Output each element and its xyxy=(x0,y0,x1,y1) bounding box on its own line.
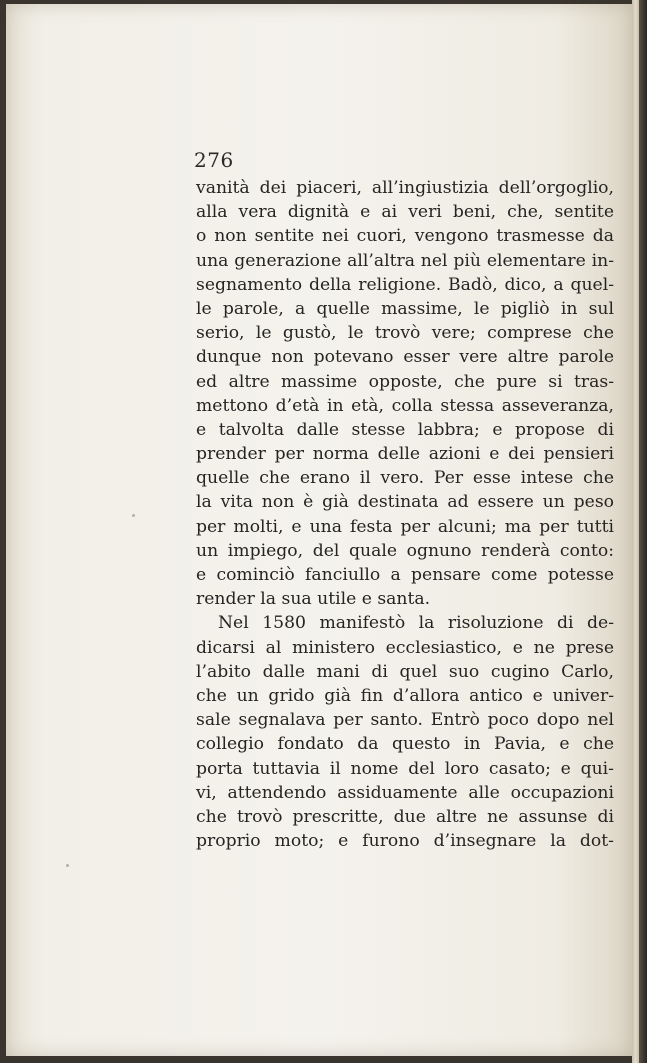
text-line: che trovò prescritte, due altre ne assunse di xyxy=(196,806,614,827)
paper-page xyxy=(6,4,632,1056)
text-line: le parole, a quelle massime, le pigliò in sul xyxy=(196,298,614,319)
text-line: collegio fondato da questo in Pavia, e che xyxy=(196,734,614,755)
text-line: serio, le gustò, le trovò vere; comprese che xyxy=(196,323,614,344)
text-line: ed altre massime opposte, che pure si tras- xyxy=(196,371,614,392)
text-line: che un grido già fin d’allora antico e univer- xyxy=(196,685,614,706)
text-line: l’abito dalle mani di quel suo cugino Carlo, xyxy=(196,661,614,682)
text-line: prender per norma delle azioni e dei pensieri xyxy=(196,444,614,465)
text-line: dicarsi al ministero ecclesiastico, e ne prese xyxy=(196,637,614,658)
text-line: porta tuttavia il nome del loro casato; e qui- xyxy=(196,758,614,779)
paper-speck xyxy=(132,514,135,517)
text-line: vanità dei piaceri, all’ingiustizia dell’orgoglio, xyxy=(196,178,614,198)
text-line: proprio moto; e furono d’insegnare la dot- xyxy=(196,831,614,852)
text-line: alla vera dignità e ai veri beni, che, sentite xyxy=(196,202,614,223)
page-number: 276 xyxy=(194,148,234,172)
text-line: o non sentite nei cuori, vengono trasmesse da xyxy=(196,226,614,247)
text-line: vi, attendendo assiduamente alle occupazioni xyxy=(196,782,614,803)
paper-speck xyxy=(66,864,69,867)
text-line: segnamento della religione. Badò, dico, a quel- xyxy=(196,274,614,295)
text-line: render la sua utile e santa. xyxy=(196,589,431,610)
book-binding xyxy=(639,0,647,1063)
text-line: sale segnalava per santo. Entrò poco dopo nel xyxy=(196,710,614,731)
text-line: per molti, e una festa per alcuni; ma per tutti xyxy=(196,516,614,537)
text-line: Nel 1580 manifestò la risoluzione di de- xyxy=(218,613,614,634)
text-line: dunque non potevano esser vere altre parole xyxy=(196,347,614,368)
text-line: mettono d’età in età, colla stessa asseveranza, xyxy=(196,395,614,416)
text-line: la vita non è già destinata ad essere un peso xyxy=(196,492,614,513)
text-line: un impiego, del quale ognuno renderà conto: xyxy=(196,540,614,561)
text-line: una generazione all’altra nel più elementare in- xyxy=(196,250,614,271)
body-text xyxy=(196,176,614,853)
text-line: e talvolta dalle stesse labbra; e propose di xyxy=(196,419,614,440)
text-line: e cominciò fanciullo a pensare come potesse xyxy=(196,565,614,585)
text-line: quelle che erano il vero. Per esse intese che xyxy=(196,468,614,489)
